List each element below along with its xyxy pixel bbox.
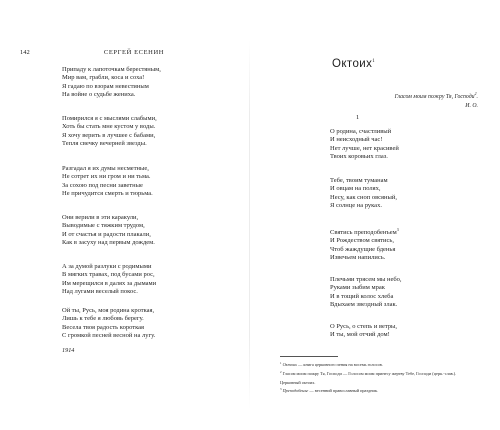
footnote-number: 2	[280, 369, 282, 374]
poem-line: И овцам на полях,	[330, 185, 381, 193]
footnote-text: — весенний православный праздник.	[308, 388, 378, 394]
stanza	[330, 226, 399, 262]
poem-line: Руками зыбим мрак	[330, 284, 385, 292]
poem-line: И в тощий колос хлеба	[330, 292, 394, 300]
footnote-divider	[280, 356, 338, 357]
poem-line: Чтоб жаждущие бденья	[330, 245, 396, 253]
footnote-term: Октоих	[282, 362, 297, 367]
poem-line: Святись преподобенъем	[330, 229, 397, 236]
poem-line: Нет лучше, нет красивей	[330, 144, 399, 152]
section-number: 1	[356, 114, 360, 121]
footnote-marker: 1	[372, 59, 376, 64]
poem-line: Разгадал я их думы несметные,	[62, 165, 149, 172]
epigraph-text: Гласом моим пожру Тя, Господи	[394, 94, 475, 100]
poem-line: В мягких травах, под бусами рос,	[62, 271, 155, 279]
poem-line: С громкой песней весной на лугу.	[62, 331, 156, 339]
footnote-marker: 2	[474, 91, 477, 96]
footnote-text: Церковный октоих.	[280, 379, 316, 385]
right-page	[250, 0, 500, 430]
footnote	[280, 360, 456, 369]
stanza	[62, 165, 153, 198]
footnote	[280, 386, 456, 395]
poem-line: И от счастья и радости плакали,	[62, 230, 151, 238]
poem-line: О родина, счастливый	[330, 128, 392, 135]
footnotes	[280, 360, 456, 395]
poem-line: Припаду к лапоточкам берестяным,	[62, 66, 161, 73]
poem-line: Лишь к тебе я любовь берегу.	[62, 315, 144, 323]
poem-line: И ты, мой отчий дом!	[330, 331, 390, 339]
poem-line: Я солнце на руках.	[330, 201, 382, 209]
poem-line: И Рождеством святись,	[330, 237, 394, 245]
stanza	[330, 177, 397, 210]
stanza	[62, 214, 155, 247]
poem-line: Извечьем напились.	[330, 253, 386, 261]
poem-line: Выводимые с тяжким трудом,	[62, 222, 145, 230]
poem-line: На войне о судьбе жениха.	[62, 90, 136, 98]
stanza	[62, 115, 157, 148]
footnote	[280, 369, 456, 378]
poem-line: Тебе, твоим туманам	[330, 177, 388, 184]
poem-line: О Русь, о степь и ветры,	[330, 323, 398, 330]
stanza	[62, 263, 156, 296]
stanza	[62, 66, 161, 99]
poem-year: 1914	[62, 347, 75, 354]
poem-title	[332, 58, 375, 70]
page-number: 142	[20, 49, 30, 56]
poem-title-text: Октоих	[332, 58, 373, 70]
stanza	[330, 323, 397, 340]
epigraph: Гласом моим пожру Тя, Господи$^2$. И. О.	[394, 91, 478, 109]
poem-line: Они верили в эти каракули,	[62, 214, 139, 221]
poem-line: Им мерещился в далях за дымами	[62, 279, 157, 287]
poem-line: Я гадаю по взорам невестиным	[62, 82, 149, 90]
poem-line: А за думой разлуки с родимыми	[62, 263, 152, 270]
footnote-number: 1	[280, 361, 282, 365]
footnote-term: Преподобенье	[282, 388, 309, 394]
poem-line: Я хочу верить в лучшее с бабами,	[62, 131, 156, 139]
footnote-text: Гласом моим пожру Тя, Господи — Голосом моим принесу жертву Тебе, Господи (церк.-слав.).	[282, 370, 457, 376]
stanza	[330, 128, 399, 161]
author-header: СЕРГЕЙ ЕСЕНИН	[103, 49, 165, 56]
poem-line: Ой ты, Русь, моя родина кроткая,	[62, 307, 155, 314]
poem-line: И неисходный час!	[330, 136, 383, 144]
epigraph-author: И. О.	[465, 103, 478, 109]
poem-line: Плечьми трясем мы небо,	[330, 276, 402, 283]
poem-line: Не причудится смерть и тюрьма.	[62, 189, 153, 197]
poem-line: Мир вам, грабли, коса и соха!	[62, 74, 145, 82]
footnote-text: — книга церковного пения на восемь голосов.	[296, 362, 383, 367]
poem-line: Как в засуху над первым дождем.	[62, 238, 155, 246]
poem-line: Над лугами веселый покос.	[62, 287, 138, 295]
footnote-number: 3	[280, 387, 282, 392]
footnote-marker: 3	[396, 227, 399, 232]
poem-line: Весела твоя радость короткая	[62, 323, 145, 331]
poem-line: Несу, как сноп овсяный,	[330, 193, 397, 201]
poem-line: Тепля свечку вечерней звезды.	[62, 139, 147, 147]
stanza	[330, 276, 402, 309]
poem-line: Твоих коровьих глаз.	[330, 152, 388, 160]
poem-line: Помирился я с мыслями слабыми,	[62, 115, 157, 122]
footnote	[280, 378, 456, 387]
poem-line: Не сотрет их ни гром и ни тьма.	[62, 173, 151, 181]
stanza	[62, 307, 155, 340]
poem-line: Хоть бы стать мне кустом у воды.	[62, 123, 156, 131]
poem-line: Вдыхаем звездный злак.	[330, 300, 398, 308]
poem-line: За сохою под песни заветные	[62, 181, 143, 189]
